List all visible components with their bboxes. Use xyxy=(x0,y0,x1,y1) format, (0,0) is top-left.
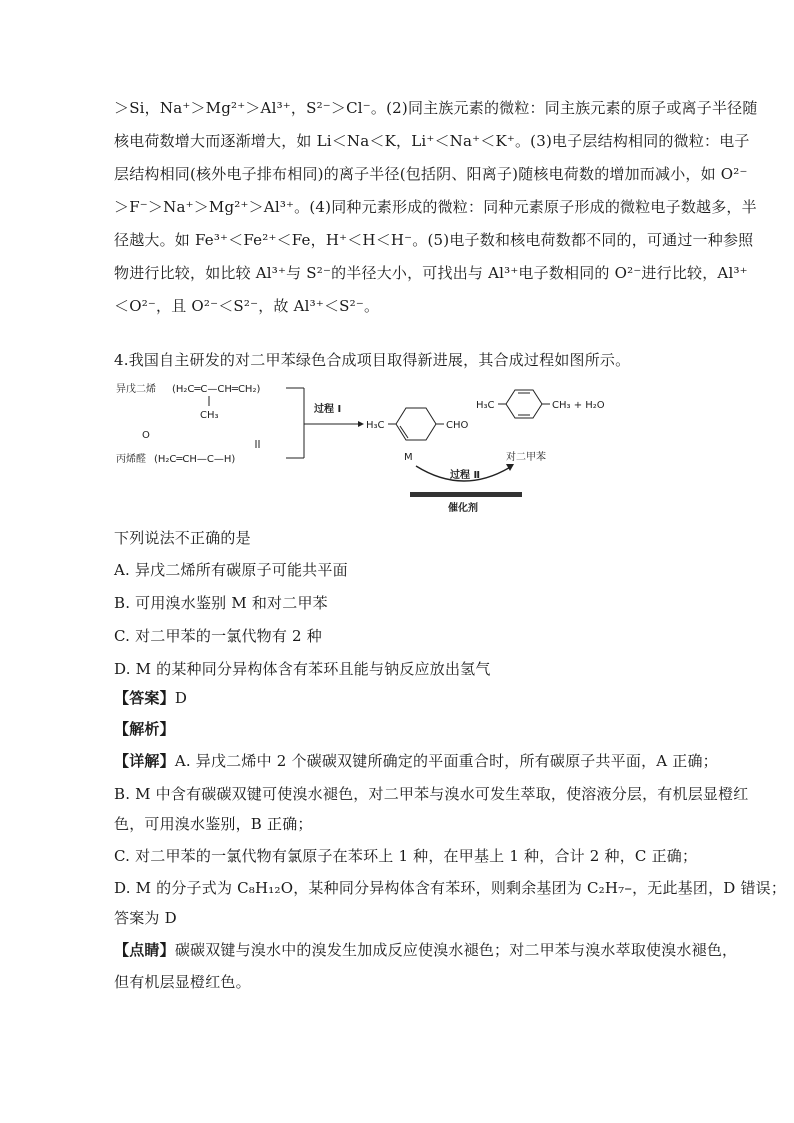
paragraph-line-3: 层结构相同(核外电子排布相同)的离子半径(包括阴、阳离子)随核电荷数的增加而减小，如 O²⁻ xyxy=(114,165,748,183)
detail-text-1: A. 异戊二烯中 2 个碳碳双键所确定的平面重合时，所有碳原子共平面，A 正确； xyxy=(174,752,718,770)
paragraph-line-7: ＜O²⁻，且 O²⁻＜S²⁻，故 Al³⁺＜S²⁻。 xyxy=(114,297,380,315)
px-ring xyxy=(506,390,542,418)
answer-tag: 【答案】 xyxy=(114,689,175,707)
detail-line-2: B. M 中含有碳碳双键可使溴水褪色，对二甲苯与溴水可发生萃取，使溶液分层，有机层显橙红 xyxy=(114,785,749,803)
answer-value: D xyxy=(174,689,188,707)
process-2-label: 过程 Ⅱ xyxy=(450,470,481,481)
px-right-group: CH₃ + H₂O xyxy=(552,400,605,411)
option-c: C. 对二甲苯的一氯代物有 2 种 xyxy=(114,627,322,645)
process-2-arrowhead xyxy=(506,464,514,471)
acrolein-label: 丙烯醛 xyxy=(116,454,146,465)
option-a: A. 异戊二烯所有碳原子可能共平面 xyxy=(114,561,348,579)
paragraph-line-2: 核电荷数增大而逐渐增大，如 Li＜Na＜K，Li⁺＜Na⁺＜K⁺。(3)电子层结构相同的微粒：电子 xyxy=(114,132,750,150)
process-1-label: 过程 Ⅰ xyxy=(314,404,342,415)
m-label: M xyxy=(404,452,413,463)
question-prompt: 下列说法不正确的是 xyxy=(114,529,251,547)
tip-text-1: 碳碳双键与溴水中的溴发生加成反应使溴水褪色；对二甲苯与溴水萃取使溴水褪色， xyxy=(174,941,738,959)
analysis-line xyxy=(114,719,684,739)
detail-line-4: C. 对二甲苯的一氯代物有氯原子在苯环上 1 种，在甲基上 1 种，合计 2 种，C 正确； xyxy=(114,847,698,865)
detail-tag: 【详解】 xyxy=(114,752,175,770)
acrolein-formula: (H₂C═CH—C—H) xyxy=(154,454,236,465)
isoprene-formula: (H₂C═C—CH═CH₂) xyxy=(172,384,261,395)
analysis-tag: 【解析】 xyxy=(114,720,175,738)
px-left-group: H₃C xyxy=(476,400,495,411)
detail-line-3: 色，可用溴水鉴别，B 正确； xyxy=(114,815,313,833)
detail-line-6: 答案为 D xyxy=(114,909,177,927)
answer-line xyxy=(114,688,684,708)
m-left-group: H₃C xyxy=(366,420,385,431)
isoprene-branch: CH₃ xyxy=(200,410,219,421)
option-d: D. M 的某种同分异构体含有苯环且能与钠反应放出氢气 xyxy=(114,660,491,678)
option-b: B. 可用溴水鉴别 M 和对二甲苯 xyxy=(114,594,328,612)
m-ring xyxy=(396,408,436,440)
process-1-arrowhead xyxy=(358,421,364,427)
m-right-group: CHO xyxy=(446,420,469,431)
reaction-diagram xyxy=(114,378,654,518)
tip-line-2: 但有机层显橙红色。 xyxy=(114,973,251,991)
paragraph-line-5: 径越大。如 Fe³⁺＜Fe²⁺＜Fe，H⁺＜H＜H⁻。(5)电子数和核电荷数都不同的，可通过一种参照 xyxy=(114,231,754,249)
catalyst-label: 催化剂 xyxy=(448,503,478,514)
paragraph-line-6: 物进行比较，如比较 Al³⁺与 S²⁻的半径大小，可找出与 Al³⁺电子数相同的 O²⁻进行比较，Al³⁺ xyxy=(114,264,748,282)
px-label: 对二甲苯 xyxy=(506,452,546,463)
tip-tag: 【点睛】 xyxy=(114,941,175,959)
paragraph-line-1: ＞Si，Na⁺＞Mg²⁺＞Al³⁺，S²⁻＞Cl⁻。(2)同主族元素的微粒：同主族元素的原子或离子半径随 xyxy=(114,99,758,117)
isoprene-label: 异戊二烯 xyxy=(116,384,156,395)
catalyst-bar xyxy=(410,492,522,497)
acrolein-o: O xyxy=(142,430,150,441)
detail-line-5: D. M 的分子式为 C₈H₁₂O，某种同分异构体含有苯环，则剩余基团为 C₂H₇–，无此基团，D 错误； xyxy=(114,879,787,897)
tip-line-1 xyxy=(114,940,738,960)
question-stem: 4.我国自主研发的对二甲苯绿色合成项目取得新进展，其合成过程如图所示。 xyxy=(114,351,631,369)
paragraph-line-4: ＞F⁻＞Na⁺＞Mg²⁺＞Al³⁺。(4)同种元素形成的微粒：同种元素原子形成的微粒电子数越多，半 xyxy=(114,198,757,216)
detail-line-1 xyxy=(114,751,718,771)
